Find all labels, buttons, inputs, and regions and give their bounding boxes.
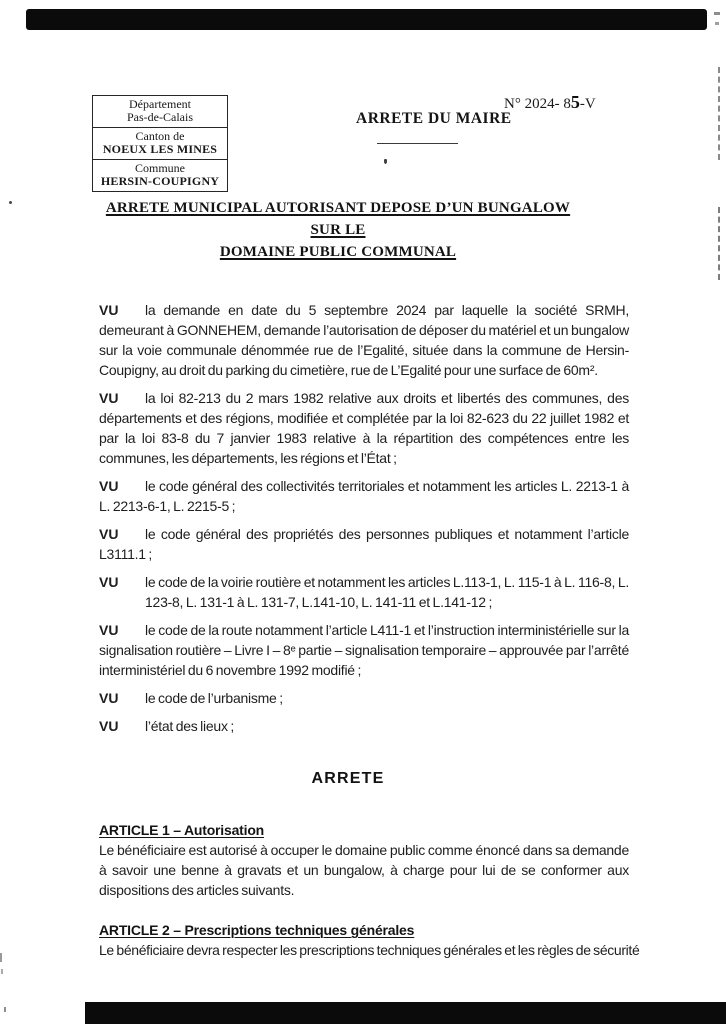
vu-label: VU [99, 574, 119, 590]
arrete-du-maire-heading: ARRETE DU MAIRE [356, 110, 512, 127]
info-box-row-departement [93, 96, 227, 127]
vu-label: VU [99, 302, 119, 318]
vu-clause-demande [99, 300, 629, 380]
vu-text: le code de l’urbanisme ; [145, 690, 283, 706]
scan-artifact-top-bar [26, 9, 707, 30]
vu-text: la demande en date du 5 septembre 2024 par laquelle la société SRMH, demeurant à GONNEHEM, demande l’autorisation de déposer du matériel et un bungalow sur la voie communale dénommée rue de l’Egalité, située dans la commune de Hersin-Coupigny, au droit du parking du cimetière, rue de L’Egalité pour une surface de 60m². [99, 302, 629, 378]
info-box-row-commune [93, 159, 227, 191]
document-title-line2: DOMAINE PUBLIC COMMUNAL [219, 244, 457, 260]
info-box-row-canton [93, 127, 227, 159]
scan-speck [0, 953, 2, 962]
vu-text: la loi 82-213 du 2 mars 1982 relative aux droits et libertés des communes, des départements et des régions, modifiée et complétée par la loi 82-623 du 22 juillet 1982 et par la loi 83-8 du 7 janvier 1983 relative à la répartition des compétences entre les communes, les départements, les régions et l’État ; [99, 390, 629, 466]
vu-label: VU [99, 622, 119, 638]
vu-label: VU [99, 390, 119, 406]
vu-label: VU [99, 478, 119, 494]
scan-edge-streak [718, 207, 720, 280]
scan-speck [714, 12, 720, 15]
vu-clause-cgct [99, 476, 629, 516]
vu-text: le code général des collectivités territoriales et notamment les articles L. 2213-1 à L. 2213-6-1, L. 2215-5 ; [99, 478, 629, 514]
stray-comma-mark [384, 159, 387, 164]
article-1 [99, 820, 629, 900]
decree-number [504, 92, 596, 113]
article-1-heading: ARTICLE 1 – Autorisation [99, 822, 265, 838]
document-title [99, 197, 577, 263]
vu-clause-etat-des-lieux [99, 716, 629, 736]
document-title-line1: ARRETE MUNICIPAL AUTORISANT DEPOSE D’UN BUNGALOW SUR LE [105, 200, 571, 238]
commune-label: Commune [135, 161, 185, 175]
document-body [99, 197, 640, 960]
article-2 [99, 920, 640, 960]
article-2-heading: ARTICLE 2 – Prescriptions techniques générales [99, 922, 415, 938]
vu-clause-voirie-routiere [99, 572, 629, 612]
departement-label: Département [129, 97, 191, 111]
scan-speck [9, 201, 12, 204]
vu-text: le code général des propriétés des personnes publiques et notamment l’article L3111.1 ; [99, 526, 629, 562]
vu-label: VU [99, 718, 119, 734]
vu-label: VU [99, 526, 119, 542]
vu-label: VU [99, 690, 119, 706]
header-divider [377, 143, 458, 144]
article-2-body: Le bénéficiaire devra respecter les prescriptions techniques générales et les règles de sécurité [99, 942, 640, 958]
decree-number-handwritten-digit: 5 [570, 92, 580, 112]
scan-speck [715, 22, 719, 25]
vu-clause-code-de-la-route [99, 620, 629, 680]
scan-edge-streak [718, 67, 720, 160]
vu-text: l’état des lieux ; [145, 718, 234, 734]
scan-speck [1, 969, 3, 974]
arrete-section-heading: ARRETE [311, 770, 385, 787]
vu-clause-loi-82-213 [99, 388, 629, 468]
commune-value: HERSIN-COUPIGNY [100, 174, 220, 188]
commune-info-box [92, 95, 228, 192]
scan-speck [4, 1007, 6, 1012]
vu-clause-urbanisme [99, 688, 629, 708]
scan-artifact-bottom-bar [85, 1002, 726, 1024]
decree-number-prefix: N° 2024- 8 [504, 96, 571, 112]
vu-clause-proprietes-publiques [99, 524, 629, 564]
article-1-body: Le bénéficiaire est autorisé à occuper le domaine public comme énoncé dans sa demande à savoir une benne à gravats et un bungalow, à charge pour lui de se conformer aux dispositions des articles suivants. [99, 842, 629, 898]
decree-number-suffix: -V [579, 96, 596, 112]
canton-value: NOEUX LES MINES [102, 142, 218, 156]
departement-value: Pas-de-Calais [127, 110, 193, 124]
canton-label: Canton de [135, 129, 185, 143]
vu-text: le code de la voirie routière et notamment les articles L.113-1, L. 115-1 à L. 116-8, L. 123-8, L. 131-1 à L. 131-7, L.141-10, L. 141-11 et L.141-12 ; [145, 574, 629, 610]
vu-text: le code de la route notamment l’article L411-1 et l’instruction interministérielle sur la signalisation routière – Livre I – 8ᵉ partie – signalisation temporaire – approuvée par l’arrêté interministériel du 6 novembre 1992 modifié ; [99, 622, 629, 678]
